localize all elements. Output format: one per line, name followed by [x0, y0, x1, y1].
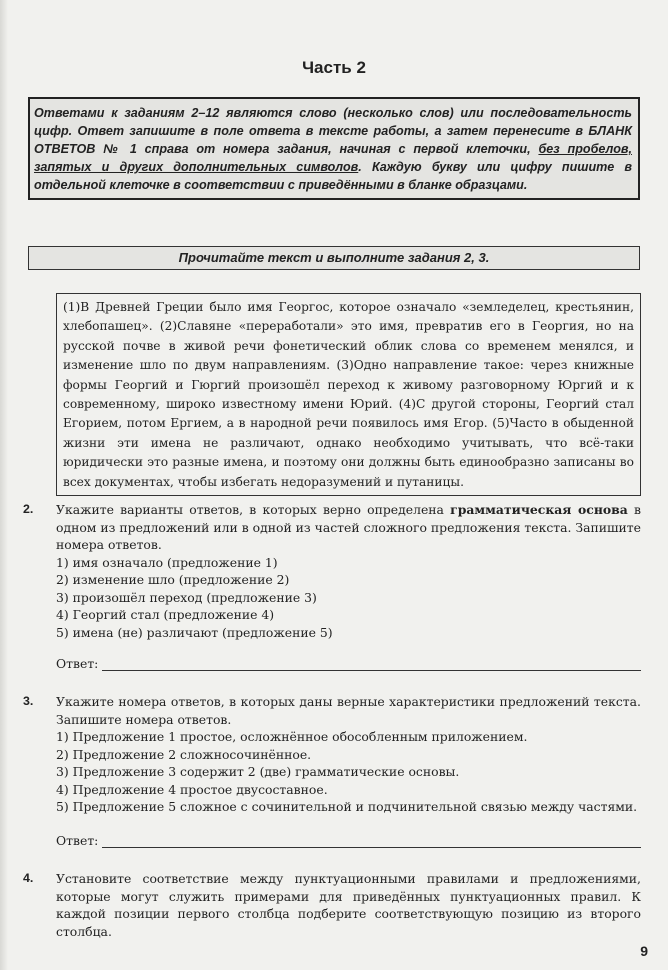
- part-title: Часть 2: [302, 58, 366, 77]
- task-2: [23, 501, 642, 641]
- task-2-text-before: Укажите варианты ответов, в которых верно определена: [56, 502, 451, 517]
- instructions-box: [28, 97, 640, 200]
- instructions-text-1: Ответами к заданиям 2–12 являются слово (несколько слов) или последовательность цифр. Ответ запишите в поле ответа в тексте работы, а затем перенесите в БЛАНК ОТВЕТОВ № 1 справа от номера задания, начиная с первой клеточки,: [34, 106, 632, 156]
- task-3-number: 3.: [23, 694, 34, 708]
- task-3-answer-rule[interactable]: [102, 835, 641, 848]
- task-3-option: 2) Предложение 2 сложносочинённое.: [56, 746, 312, 762]
- task-2-option: 5) имена (не) различают (предложение 5): [56, 624, 333, 640]
- task-2-option: 2) изменение шло (предложение 2): [56, 572, 290, 587]
- task-2-bold: грамматическая основа: [450, 502, 628, 517]
- task-2-number: 2.: [23, 502, 34, 516]
- page-number: 9: [640, 943, 648, 959]
- task-2-option: 1) имя означало (предложение 1): [56, 554, 278, 570]
- task-3-answer-label: Ответ:: [56, 833, 99, 848]
- task-2-text-after: в одном из предложений или в одной из частей сложного предложения текста. Запишите номера ответов.: [56, 502, 642, 552]
- task-2-options: [56, 554, 641, 642]
- passage-box: (1)В Древней Греции было имя Георгос, которое означало «земледелец, крестьянин, хлебопашец». (2)Славяне «переработали» это имя, превратив его в Георгия, но на русской почве в живой речи фонетический облик слова со временем менялся, и изменение шло по двум направлениям. (3)Одно направление такое: через книжные формы Георгий и Гюргий произошёл переход к живому разговорному Юргий и к современному, широко известному имени Юрий. (4)С другой стороны, Георгий стал Егорием, потом Ергием, а в народной речи появилось имя Егор. (5)Часто в обыденной жизни эти имена не различают, однако необходимо учитывать, что всё-таки юридически это разные имена, и поэтому они должны быть единообразно записаны во всех документах, чтобы избегать недоразумений и путаницы.: [56, 293, 641, 496]
- task-3: [23, 693, 641, 816]
- instructions-text-2: . Каждую букву или цифру пишите в отдельной клеточке в соответствии с приведёнными в бланке образцами.: [34, 160, 632, 192]
- task-2-option: 4) Георгий стал (предложение 4): [56, 607, 275, 622]
- task-3-options: [56, 728, 641, 816]
- task-4-text: Установите соответствие между пунктуационными правилами и предложениями, которые могут служить примерами для приведённых пунктуационных правил. К каждой позиции первого столбца подберите соответствующую позицию из второго столбца.: [56, 871, 641, 939]
- task-3-option: 1) Предложение 1 простое, осложнённое обособленным приложением.: [56, 729, 528, 744]
- page-spine-shadow: [0, 0, 8, 970]
- task-2-answer-rule[interactable]: [102, 658, 641, 671]
- task-2-option: 3) произошёл переход (предложение 3): [56, 589, 317, 605]
- task-3-option: 3) Предложение 3 содержит 2 (две) грамматические основы.: [56, 764, 460, 779]
- task-2-answer-label: Ответ:: [56, 656, 99, 671]
- read-prompt: Прочитайте текст и выполните задания 2, 3.: [28, 246, 640, 270]
- task-4-number: 4.: [23, 871, 34, 885]
- task-3-option: 5) Предложение 5 сложное с сочинительной и подчинительной связью между частями.: [56, 799, 638, 814]
- task-3-option: 4) Предложение 4 простое двусоставное.: [56, 781, 328, 797]
- task-3-answer-line[interactable]: [56, 833, 641, 848]
- task-2-text: [56, 501, 641, 554]
- instructions-underlined: без пробелов, запятых и других дополнительных символов: [34, 142, 632, 174]
- task-4: [23, 870, 641, 940]
- task-2-answer-line[interactable]: [56, 656, 641, 671]
- task-3-text: Укажите номера ответов, в которых даны верные характеристики предложений текста. Запишите номера ответов.: [56, 694, 641, 727]
